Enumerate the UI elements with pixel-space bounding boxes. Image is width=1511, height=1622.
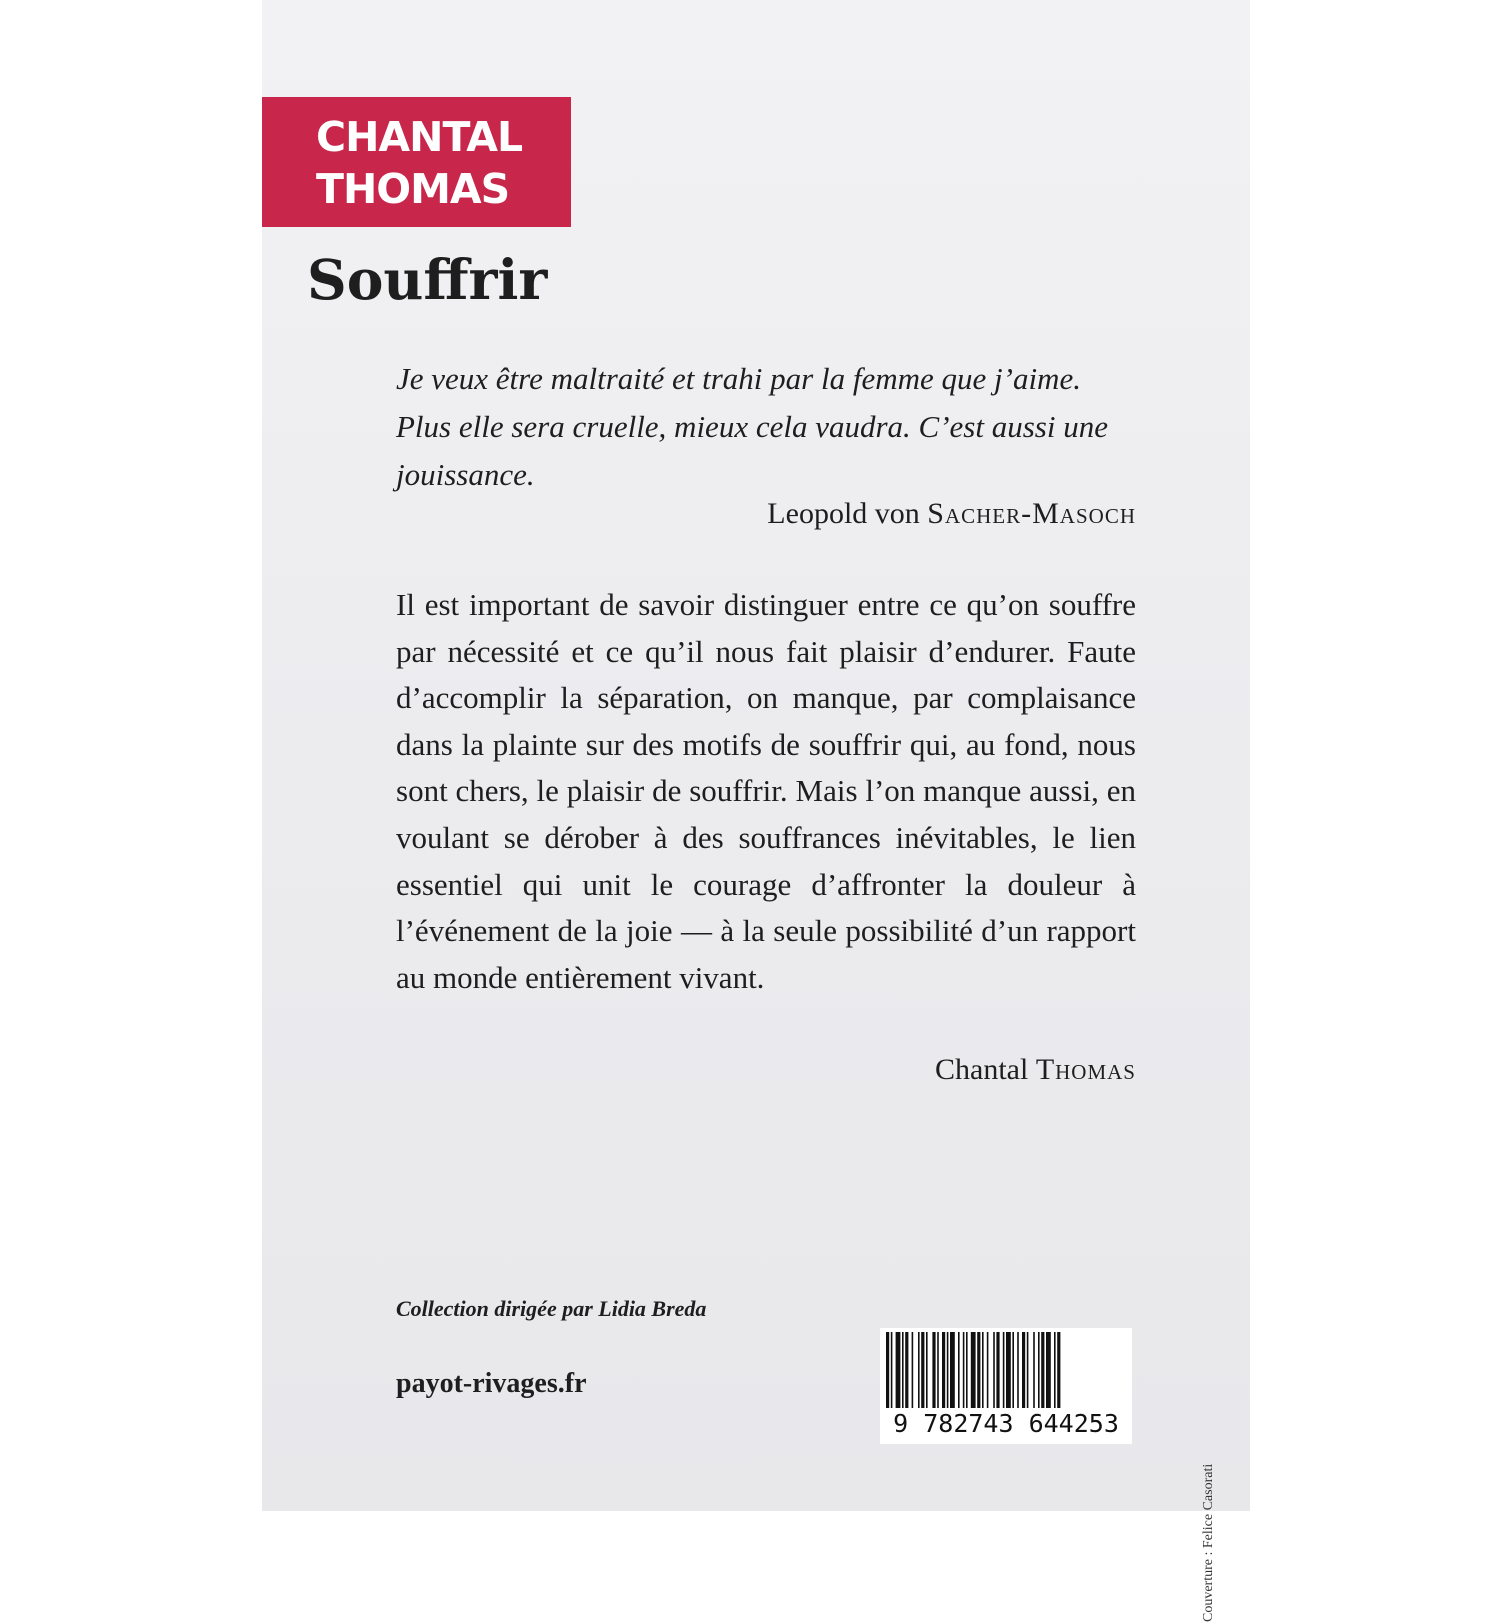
barcode-bar [1033, 1332, 1035, 1412]
barcode-bar [1046, 1332, 1051, 1412]
barcode-bar [921, 1332, 924, 1412]
barcode-bar [1057, 1332, 1060, 1412]
barcode-bar [982, 1332, 984, 1412]
epigraph-attribution-first: Leopold von [767, 497, 928, 530]
blurb-signature-last: Thomas [1035, 1053, 1136, 1086]
epigraph-attribution [767, 494, 1136, 534]
barcode-bar [932, 1332, 935, 1412]
author-first-name: CHANTAL [316, 113, 523, 161]
author-name-box [262, 97, 571, 227]
barcode-bar [902, 1332, 904, 1412]
barcode-bar [996, 1332, 999, 1412]
barcode-bar [937, 1332, 939, 1412]
barcode-bar [896, 1332, 901, 1412]
barcode-bar [1006, 1332, 1011, 1412]
barcode-bar [947, 1332, 949, 1412]
barcode-bar [926, 1332, 928, 1412]
barcode-bar [987, 1332, 989, 1412]
barcode-bar [1041, 1332, 1044, 1412]
barcode-bar [1003, 1332, 1005, 1412]
barcode-bar [971, 1332, 976, 1412]
cover-credit [1200, 1240, 1220, 1622]
barcode-bar [966, 1332, 968, 1412]
epigraph-quote: Je veux être maltraité et trahi par la femme que j’aime. Plus elle sera cruelle, mieux cela vaudra. C’est aussi une jouissance. [396, 361, 1108, 492]
epigraph-attribution-last: Sacher-Masoch [927, 497, 1136, 530]
blurb-text: Il est important de savoir distinguer entre ce qu’on souffre par nécessité et ce qu’il nous fait plaisir d’endurer. Faute d’accomplir la séparation, on manque, par complaisance dans la plainte sur des motifs de souffrir qui, au fond, nous sont chers, le plaisir de souffrir. Mais l’on manque aussi, en voulant se dérober à des souffrances inévitables, le lien essentiel qui unit le courage d’affronter la douleur à l’événement de la joie — à la seule possibilité d’un rapport au monde entièrement vivant. [396, 587, 1136, 995]
barcode-bar [1012, 1332, 1014, 1412]
barcode-bar [1054, 1332, 1056, 1412]
barcode-bar [958, 1332, 960, 1412]
collection-credit: Collection dirigée par Lidia Breda [396, 1296, 707, 1321]
isbn-barcode [880, 1328, 1132, 1444]
barcode-bar [1027, 1332, 1029, 1412]
barcode-bar [942, 1332, 945, 1412]
publisher-website: payot-rivages.fr [396, 1368, 587, 1399]
barcode-bar [891, 1332, 893, 1412]
barcode-bars [880, 1328, 1132, 1412]
barcode-bar [886, 1332, 889, 1412]
barcode-bar [1038, 1332, 1040, 1412]
author-last-name: THOMAS [316, 165, 510, 213]
barcode-bar [1017, 1332, 1019, 1412]
barcode-bar [918, 1332, 920, 1412]
barcode-bar [963, 1332, 965, 1412]
barcode-bar [977, 1332, 980, 1412]
barcode-bar [1022, 1332, 1025, 1412]
blurb-signature-first: Chantal [935, 1053, 1036, 1086]
barcode-number: 9 782743 644253 [880, 1408, 1132, 1440]
book-title: Souffrir [307, 247, 548, 312]
barcode-bar [912, 1332, 914, 1412]
barcode-bar [950, 1332, 955, 1412]
blurb-signature [935, 1050, 1136, 1090]
barcode-bar [993, 1332, 995, 1412]
barcode-bar [905, 1332, 908, 1412]
cover-credit-text: Couverture : Felice Casorati [1201, 1463, 1216, 1622]
